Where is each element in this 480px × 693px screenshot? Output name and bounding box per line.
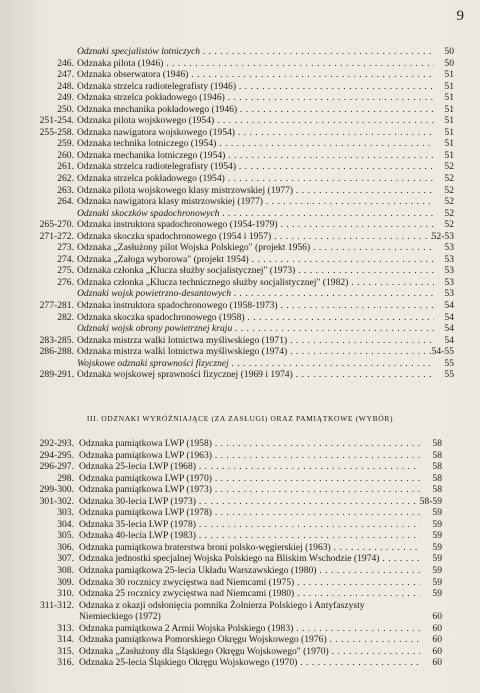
- entry-title: Odznaka technika lotniczego (1954) . . .: [77, 138, 434, 150]
- entry-page: 59: [432, 541, 442, 553]
- toc-entry-row: [0, 254, 480, 266]
- entry-title: Odznaka pamiątkowa LWP (1958) . . .: [79, 438, 420, 450]
- entry-title: Odznaka pamiątkowa LWP (1963) . . .: [79, 450, 420, 462]
- toc-entry-row: [0, 300, 480, 312]
- entry-number: 250.: [57, 103, 74, 115]
- entry-page: 52: [444, 173, 454, 185]
- entry-page: 53: [444, 253, 454, 265]
- entry-title: Odznaka mechanika pokładowego (1946) . . .: [77, 104, 434, 116]
- entry-number: 274.: [57, 253, 74, 265]
- entry-page: 58: [432, 461, 442, 473]
- toc-entry-row: [0, 530, 480, 542]
- entry-page: 53: [444, 265, 454, 277]
- entry-number: 307.: [57, 553, 74, 565]
- toc-entry-row: [0, 438, 480, 450]
- entry-page: 53: [444, 276, 454, 288]
- entry-title: Odznaka strzelca radiotelegrafisty (1954) . . .: [77, 161, 434, 173]
- toc-entry-row: [0, 265, 480, 277]
- entry-page: 51: [444, 115, 454, 127]
- toc-entry-row: [0, 335, 480, 347]
- toc-entry-row: [0, 519, 480, 531]
- entry-page: 59: [432, 565, 442, 577]
- entry-number: 316.: [57, 657, 74, 669]
- entry-page: 54: [444, 334, 454, 346]
- entry-page: 55: [444, 369, 454, 381]
- entry-title: Odznaka pilota wojskowego (1954) . . .: [77, 115, 434, 127]
- toc-entry-row: [0, 461, 480, 473]
- entry-title: Odznaki wojsk obrony powietrznej kraju . . .: [77, 323, 434, 335]
- entry-title: Odznaki wojsk powietrzno-desantowych . . .: [77, 288, 434, 300]
- entry-number: 277-281.: [39, 300, 74, 312]
- entry-page: 52: [444, 219, 454, 231]
- toc-entry-row: [0, 69, 480, 81]
- entry-page: 58: [432, 438, 442, 449]
- entry-number: 248.: [57, 80, 74, 92]
- toc-entry-row: [0, 507, 480, 519]
- toc-entry-row: [0, 104, 480, 116]
- toc-entry-row: [0, 577, 480, 589]
- entry-number: 259.: [57, 138, 74, 150]
- entry-title: Odznaka pamiątkowa LWP (1978) . . .: [79, 507, 420, 519]
- entry-title: Odznaka 35-lecia LWP (1978) . . .: [79, 519, 420, 531]
- toc-entry-row: [0, 150, 480, 162]
- entry-page: 52: [444, 207, 454, 219]
- entry-title: Odznaka 25-lecia LWP (1968) . . .: [79, 461, 420, 473]
- entry-number: 262.: [57, 173, 74, 185]
- entry-number: 310.: [57, 588, 74, 600]
- entry-number: 261.: [57, 161, 74, 173]
- entry-number: 263.: [57, 184, 74, 196]
- entry-page: 60: [432, 611, 442, 623]
- entry-number: 292-293.: [39, 438, 74, 449]
- entry-number: 306.: [57, 541, 74, 553]
- toc-entry-row: [0, 657, 480, 669]
- entry-number: 308.: [57, 565, 74, 577]
- entry-title: Odznaka 25-lecia Śląskiego Okręgu Wojskowego (1970) . . .: [79, 657, 420, 669]
- entry-page: 54: [444, 300, 454, 312]
- entry-page: 54: [444, 311, 454, 323]
- entry-number: 282.: [57, 311, 74, 323]
- entry-title: Odznaka z okazji odsłonięcia pomnika Żołnierza Polskiego i Antyfaszysty Niemieckiego (1972): [79, 599, 365, 623]
- entry-title: Odznaka „Zasłużony pilot Wojska Polskiego" (projekt 1956) . . .: [77, 242, 434, 254]
- toc-entry-row: [0, 231, 480, 243]
- entry-title: Odznaka mechanika lotniczego (1954) . . .: [77, 150, 434, 162]
- entry-number: 260.: [57, 149, 74, 161]
- toc-entry-row: [0, 634, 480, 646]
- entry-title: Odznaka instruktora spadochronowego (1954-1979) . . .: [77, 219, 434, 231]
- entry-title: Odznaki skoczków spadochronowych . . .: [77, 208, 434, 220]
- toc-entry-row: [0, 312, 480, 324]
- toc-entry-row: [0, 92, 480, 104]
- entry-page: 51: [444, 103, 454, 115]
- entry-title: Odznaka jednostki specjalnej Wojska Polskiego na Bliskim Wschodzie (1974) . . .: [79, 553, 420, 565]
- entry-page: 59: [432, 518, 442, 530]
- entry-title: Odznaka pamiątkowa braterstwa broni polsko-węgierskiej (1963) . . .: [79, 542, 420, 554]
- entry-number: 303.: [57, 507, 74, 519]
- toc-section-row: [0, 358, 480, 370]
- entry-page: 51: [444, 92, 454, 104]
- entry-title: Odznaka 30 rocznicy zwycięstwa nad Niemcami (1975) . . .: [79, 577, 420, 589]
- entry-number: 304.: [57, 518, 74, 530]
- entry-title: Odznaka pamiątkowa LWP (1973) . . .: [79, 484, 420, 496]
- entry-page: 58: [432, 472, 442, 484]
- entry-number: 314.: [57, 634, 74, 646]
- entry-number: 265-270.: [39, 219, 74, 231]
- entry-number: 315.: [57, 645, 74, 657]
- entry-title: Odznaka 30-lecia LWP (1973) . . .: [79, 496, 420, 508]
- toc-entry-row: [0, 450, 480, 462]
- toc-entry-row: [0, 473, 480, 485]
- toc-entry-row: [0, 646, 480, 658]
- entry-number: 249.: [57, 92, 74, 104]
- entry-number: 255-258.: [39, 126, 74, 138]
- toc-entry-row: [0, 219, 480, 231]
- page-number: 9: [456, 8, 464, 24]
- entry-number: 275.: [57, 265, 74, 277]
- entry-title: Odznaka członka „Klucza technicznego służby socjalistycznej" (1982) . . .: [77, 277, 434, 289]
- entry-page: 60: [432, 645, 442, 657]
- entry-page: 59: [432, 507, 442, 519]
- entry-page: 51: [444, 126, 454, 138]
- entry-title: Odznaka wojskowej sprawności fizycznej (1969 i 1974) . . .: [77, 369, 434, 381]
- entry-title: Odznaka członka „Klucza służby socjalistycznej" (1973) . . .: [77, 265, 434, 277]
- toc-entry-row: [0, 161, 480, 173]
- entry-number: 296-297.: [39, 461, 74, 473]
- entry-page: 52: [444, 196, 454, 208]
- entry-number: 286-288.: [39, 346, 74, 358]
- toc-entry-row: [0, 484, 480, 496]
- entry-title: Odznaka pamiątkowa 2 Armii Wojska Polskiego (1983) . . .: [79, 623, 420, 635]
- entry-page: 60: [432, 622, 442, 634]
- entry-title: Odznaka 40-lecia LWP (1983) . . .: [79, 530, 420, 542]
- entry-title: Wojskowe odznaki sprawności fizycznej . . .: [77, 358, 434, 370]
- toc-entry-row: [0, 277, 480, 289]
- toc-entry-row: [0, 600, 480, 623]
- entry-title: Odznaka obserwatora (1946) . . .: [77, 69, 434, 81]
- toc-entry-row: [0, 588, 480, 600]
- entry-number: 283-285.: [39, 334, 74, 346]
- entry-title: Odznaka 25 rocznicy zwycięstwa nad Niemcami (1980) . . .: [79, 588, 420, 600]
- entry-title: Odznaka „Załoga wyborowa" (projekt 1954) . . .: [77, 254, 434, 266]
- entry-number: 305.: [57, 530, 74, 542]
- entry-title: Odznaki specjalistów lotniczych . . .: [77, 46, 434, 58]
- toc-entry-row: [0, 127, 480, 139]
- toc-entry-row: [0, 242, 480, 254]
- entry-number: 298.: [57, 472, 74, 484]
- entry-title: Odznaka skoczka spadochronowego (1958) . . .: [77, 312, 434, 324]
- entry-title: Odznaka nawigatora klasy mistrzowskiej (1977) . . .: [77, 196, 434, 208]
- entry-page: 58-59: [419, 495, 442, 507]
- entry-page: 53: [444, 242, 454, 254]
- entry-title: Odznaka pilota (1946) . . .: [77, 58, 434, 70]
- toc-entry-row: [0, 138, 480, 150]
- entry-number: 251-254.: [39, 115, 74, 127]
- entry-title: Odznaka strzelca pokładowego (1954) . . .: [77, 173, 434, 185]
- toc-entry-row: [0, 185, 480, 197]
- entry-page: 59: [432, 553, 442, 565]
- toc-entry-row: [0, 553, 480, 565]
- entry-title: Odznaka mistrza walki lotnictwa myśliwskiego (1971) . . .: [77, 335, 434, 347]
- toc-part3-list: [0, 438, 480, 669]
- toc-entry-row: [0, 542, 480, 554]
- toc-entry-row: [0, 565, 480, 577]
- entry-page: 59: [432, 530, 442, 542]
- entry-number: 311-312.: [39, 599, 74, 611]
- toc-section-row: [0, 288, 480, 300]
- entry-page: 52: [444, 161, 454, 173]
- entry-page: 58: [432, 449, 442, 461]
- toc-entry-row: [0, 196, 480, 208]
- entry-number: 313.: [57, 622, 74, 634]
- entry-number: 309.: [57, 576, 74, 588]
- entry-page: 53: [444, 288, 454, 300]
- entry-number: 273.: [57, 242, 74, 254]
- entry-title: Odznaka pamiątkowa Pomorskiego Okręgu Wojskowego (1976) . . .: [79, 634, 420, 646]
- entry-page: 52: [444, 184, 454, 196]
- entry-title: Odznaka pamiątkowa 25-lecia Układu Warszawskiego (1980) . . .: [79, 565, 420, 577]
- entry-page: 50: [444, 46, 454, 57]
- entry-number: 289-291.: [39, 369, 74, 381]
- toc-entry-row: [0, 173, 480, 185]
- entry-title: Odznaka „Zasłużony dla Śląskiego Okręgu Wojskowego" (1970) . . .: [79, 646, 420, 658]
- entry-page: 60: [432, 657, 442, 669]
- entry-number: 299-300.: [39, 484, 74, 496]
- entry-title: Odznaka skoczka spadochronowego (1954 i 1957) . . .: [77, 231, 434, 243]
- entry-page: 59: [432, 576, 442, 588]
- entry-number: 247.: [57, 69, 74, 81]
- entry-title: Odznaka pilota wojskowego klasy mistrzowskiej (1977) . . .: [77, 185, 434, 197]
- entry-title: Odznaka pamiątkowa LWP (1970) . . .: [79, 473, 420, 485]
- entry-page: 59: [432, 588, 442, 600]
- entry-number: 264.: [57, 196, 74, 208]
- entry-title: Odznaka strzelca pokładowego (1946) . . .: [77, 92, 434, 104]
- toc-entry-row: [0, 369, 480, 381]
- entry-title: Odznaka instruktora spadochronowego (1958-1973) . . .: [77, 300, 434, 312]
- toc-entry-row: [0, 81, 480, 93]
- entry-page: 60: [432, 634, 442, 646]
- toc-section-row: [0, 323, 480, 335]
- entry-number: 276.: [57, 276, 74, 288]
- toc-entry-row: [0, 115, 480, 127]
- entry-title: Odznaka strzelca radiotelegrafisty (1946) . . .: [77, 81, 434, 93]
- entry-page: 51: [444, 69, 454, 81]
- toc-entry-row: [0, 58, 480, 70]
- toc-section-row: [0, 46, 480, 58]
- entry-number: 294-295.: [39, 449, 74, 461]
- entry-page: 52-53: [431, 230, 454, 242]
- entry-page: 54-55: [431, 346, 454, 358]
- entry-page: 55: [444, 357, 454, 369]
- entry-page: 51: [444, 80, 454, 92]
- toc-entry-row: [0, 496, 480, 508]
- entry-page: 50: [444, 57, 454, 69]
- entry-number: 271-272.: [39, 230, 74, 242]
- entry-page: 51: [444, 138, 454, 150]
- entry-number: 246.: [57, 57, 74, 69]
- toc-section-row: [0, 208, 480, 220]
- toc-entry-row: [0, 346, 480, 358]
- entry-title: Odznaka nawigatora wojskowego (1954) . . .: [77, 127, 434, 139]
- entry-title: Odznaka mistrza walki lotnictwa myśliwskiego (1974) . . .: [77, 346, 434, 358]
- toc-entry-row: [0, 623, 480, 635]
- entry-page: 51: [444, 149, 454, 161]
- toc-part2-list: [0, 46, 480, 381]
- section-heading: III. ODZNAKI WYRÓŻNIAJĄCE (ZA ZASŁUGI) ORAZ PAMIĄTKOWE (WYBÓR): [86, 414, 394, 423]
- entry-number: 301-302.: [39, 495, 74, 507]
- entry-page: 58: [432, 484, 442, 496]
- entry-page: 54: [444, 323, 454, 335]
